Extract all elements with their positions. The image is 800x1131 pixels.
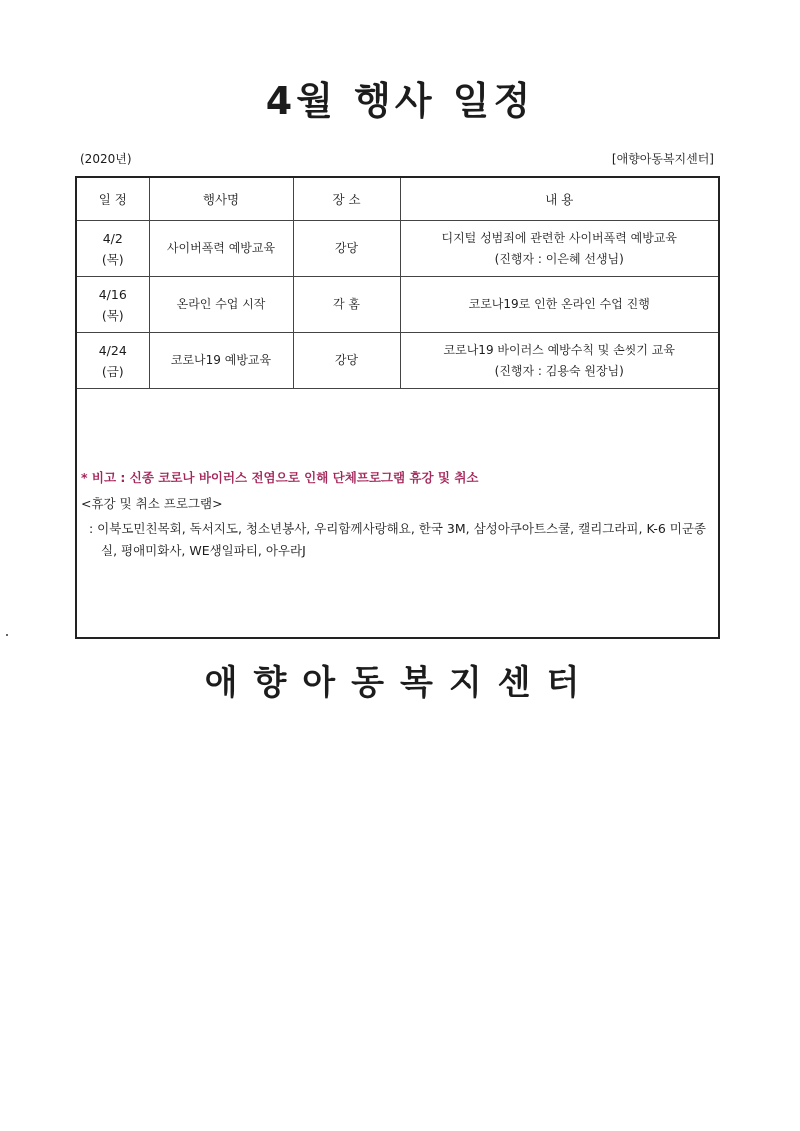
content: 디지털 성범죄에 관련한 사이버폭력 예방교육 (441, 230, 677, 245)
date: 4/24 (98, 342, 127, 358)
table-header-row (77, 178, 718, 221)
weekday: (금) (101, 363, 124, 379)
content: 코로나19 바이러스 예방수칙 및 손씻기 교육 (443, 342, 675, 357)
closed-programs-list: : 이북도민친목회, 독서지도, 청소년봉사, 우리함께사랑해요, 한국 3M, 삼성아쿠아트스쿨, 캘리그라피, K-6 미군종실, 평애미화사, WE생일파티, 아우라J (89, 521, 706, 558)
header-event: 행사명 (149, 178, 293, 221)
table-row (77, 277, 718, 333)
date-cell (77, 333, 149, 389)
header-date: 일 정 (77, 178, 149, 221)
date-cell (77, 221, 149, 277)
weekday: (목) (101, 251, 124, 267)
content-cell (400, 333, 718, 389)
content-cell (400, 221, 718, 277)
date-cell (77, 277, 149, 333)
place: 각 홈 (293, 277, 400, 333)
footer-org-name: 애향아동복지센터 (204, 663, 596, 703)
event-name: 코로나19 예방교육 (149, 333, 293, 389)
content-cell (400, 277, 718, 333)
content-sub: (진행자 : 이은혜 선생님) (494, 251, 624, 266)
page-title: 4월 행사 일정 (265, 79, 535, 123)
scan-speck (6, 634, 8, 636)
notes-section (81, 468, 708, 562)
table-row (77, 333, 718, 389)
date: 4/16 (98, 286, 127, 302)
schedule-frame (75, 176, 720, 639)
event-name: 온라인 수업 시작 (149, 277, 293, 333)
content-sub: (진행자 : 김용숙 원장님) (494, 363, 624, 378)
remark-text: * 비고 : 신종 코로나 바이러스 전염으로 인해 단체프로그램 휴강 및 취소 (81, 470, 479, 485)
header-place: 장 소 (293, 178, 400, 221)
date: 4/2 (102, 230, 123, 246)
year-label: (2020년) (80, 152, 132, 166)
place: 강당 (293, 333, 400, 389)
header-content: 내 용 (400, 178, 718, 221)
event-name: 사이버폭력 예방교육 (149, 221, 293, 277)
content: 코로나19로 인한 온라인 수업 진행 (468, 297, 650, 311)
org-tag: [애향아동복지센터] (611, 152, 714, 166)
weekday: (목) (101, 307, 124, 323)
schedule-table (77, 178, 718, 389)
closed-programs-heading: <휴강 및 취소 프로그램> (81, 496, 223, 511)
place: 강당 (293, 221, 400, 277)
table-row (77, 221, 718, 277)
